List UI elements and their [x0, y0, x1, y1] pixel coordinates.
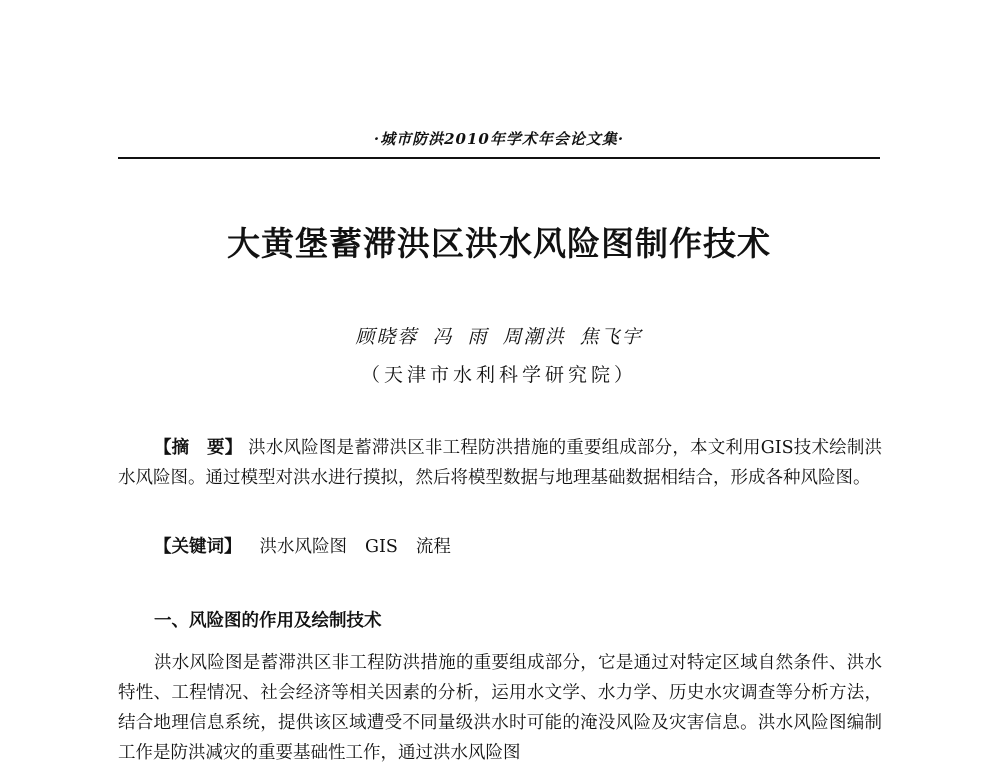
abstract-label: 【摘 要】 — [154, 438, 243, 458]
keyword: GIS — [365, 537, 398, 557]
paper-title: 大黄堡蓄滞洪区洪水风险图制作技术 — [227, 224, 771, 263]
keywords-label: 【关键词】 — [154, 537, 242, 557]
abstract-text: 洪水风险图是蓄滞洪区非工程防洪措施的重要组成部分，本文利用GIS技术绘制洪水风险图。通过模型对洪水进行摸拟，然后将模型数据与地理基础数据相结合，形成各种风险图。 — [118, 438, 882, 488]
author-name: 周潮洪 — [502, 326, 566, 348]
section-heading: 一、风险图的作用及绘制技术 — [154, 611, 382, 631]
author-name: 焦飞宇 — [579, 326, 643, 348]
header-rule — [118, 157, 880, 159]
running-head: ·城市防洪2010年学术年会论文集· — [373, 130, 625, 148]
keyword: 洪水风险图 — [259, 537, 347, 557]
keywords — [118, 532, 882, 562]
author-name: 冯 雨 — [432, 326, 489, 348]
abstract — [118, 433, 882, 493]
keyword: 流程 — [415, 537, 451, 557]
author-list — [118, 322, 880, 349]
author-name: 顾晓蓉 — [355, 326, 419, 348]
affiliation: （天津市水利科学研究院） — [360, 364, 637, 386]
body-paragraph: 洪水风险图是蓄滞洪区非工程防洪措施的重要组成部分，它是通过对特定区域自然条件、洪水特性、工程情况、社会经济等相关因素的分析，运用水文学、水力学、历史水灾调查等分析方法，结合地理信息系统，提供该区域遭受不同量级洪水时可能的淹没风险及灾害信息。洪水风险图编制工作是防洪减灾的重要基础性工作，通过洪水风险图 — [118, 653, 882, 763]
